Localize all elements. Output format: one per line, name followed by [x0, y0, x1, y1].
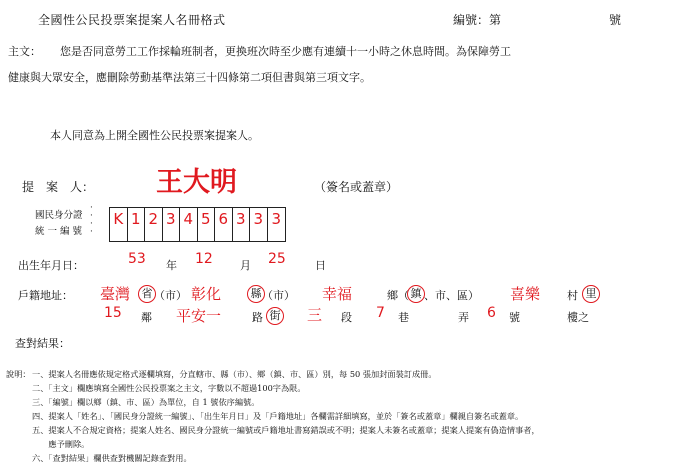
birth-label: 出生年月日：: [18, 259, 84, 272]
address-label: 戶籍地址：: [18, 289, 73, 302]
town-circle: 鎮: [407, 285, 425, 303]
id-char: 3: [271, 210, 282, 228]
day-unit: 日: [315, 259, 326, 272]
city-paren-1: （市）: [154, 289, 187, 302]
note-item: 二、「主文」欄應填寫全國性公民投票案之主文，字數以不超過100字為限。: [32, 383, 306, 393]
lane-label: 巷: [398, 311, 409, 324]
subject-line-1: 您是否同意勞工工作採輪班制者，更換班次時至少應有連續十一小時之休息時間。為保障勞工: [60, 45, 511, 58]
address-village: 喜樂: [510, 285, 541, 303]
id-char: 4: [180, 208, 198, 241]
city-paren-2: （市）: [262, 289, 295, 302]
note-item: 五、提案人不合規定資格；提案人姓名、國民身分證統一編號或戶籍地址書寫錯誤或不明；提案人未簽名或蓋章；提案人提案有偽造情事者，: [32, 425, 540, 435]
note-item: 四、提案人「姓名」、「國民身分證統一編號」、「出生年月日」及「戶籍地址」各欄需詳細填寫，並於「簽名或蓋章」欄親自簽名或蓋章。: [32, 411, 524, 421]
subject-line-2: 健康與大眾安全，應刪除勞動基準法第三十四條第二項但書與第三項文字。: [8, 71, 371, 84]
duan-label: 段: [341, 311, 352, 324]
town-rest: 、市、區）: [424, 289, 479, 302]
address-road: 平安一: [176, 307, 222, 325]
birth-day: 25: [268, 251, 286, 267]
li-circle: 里: [582, 285, 600, 303]
address-number: 6: [487, 305, 496, 321]
note-item: 一、提案人名冊應依規定格式逐欄填寫，分直轄市、縣（市）、鄉（鎮、市、區）別，每 50 張加封面裝訂成冊。: [32, 369, 437, 379]
id-label-line-2: 統 一 編 號: [35, 226, 83, 237]
address-county: 臺灣: [100, 285, 131, 303]
note-item: 六、「查對結果」欄供查對機關記錄查對用。: [32, 453, 192, 463]
id-char: 5: [198, 208, 216, 241]
xiang-label: 鄉: [387, 289, 398, 302]
month-unit: 月: [240, 259, 251, 272]
county-circle: 縣: [247, 285, 265, 303]
note-item: 應予刪除。: [32, 439, 90, 449]
proposer-label: 提 案 人：: [22, 180, 95, 194]
address-town: 幸福: [322, 285, 353, 303]
page-title: 全國性公民投票案提案人名冊格式: [38, 13, 226, 27]
sign-note: （簽名或蓋章）: [314, 180, 399, 194]
number-suffix: 號: [609, 13, 622, 27]
note-item: 三、「編號」欄以鄉（鎮、市、區）為單位，自 1 號依序編號。: [32, 397, 260, 407]
cun-label: 村: [567, 289, 578, 302]
id-char: K: [110, 208, 128, 241]
street-circle: 街: [266, 307, 284, 325]
id-colon: · · · ·: [90, 203, 93, 237]
consent-text: 本人同意為上開全國性公民投票案提案人。: [50, 129, 259, 142]
notes-title: 說明：: [6, 369, 31, 379]
id-char: 1: [128, 208, 146, 241]
id-char: 3: [250, 208, 268, 241]
id-char: 3: [163, 208, 181, 241]
lu-label: 路: [252, 311, 263, 324]
birth-year: 53: [128, 251, 146, 267]
lin-label: 鄰: [141, 311, 152, 324]
id-label-line-1: 國民身分證: [35, 210, 83, 221]
address-lin: 15: [104, 305, 122, 321]
address-lane: 7: [376, 305, 385, 321]
number-label: 編號：第: [453, 13, 502, 27]
subject-label: 主文：: [8, 45, 41, 58]
birth-month: 12: [195, 251, 213, 267]
id-char: 3: [233, 208, 251, 241]
address-district: 彰化: [191, 285, 222, 303]
id-char: 6: [215, 208, 233, 241]
id-number-boxes: [109, 207, 286, 242]
alley-label: 弄: [458, 311, 469, 324]
id-char: 2: [145, 208, 163, 241]
year-unit: 年: [166, 259, 177, 272]
check-result-label: 查對結果：: [15, 337, 70, 350]
hao-label: 號: [509, 311, 520, 324]
floor-label: 樓之: [567, 311, 589, 324]
address-section: 三: [307, 306, 323, 324]
province-circle: 省: [138, 285, 156, 303]
proposer-name: 王大明: [156, 167, 237, 198]
